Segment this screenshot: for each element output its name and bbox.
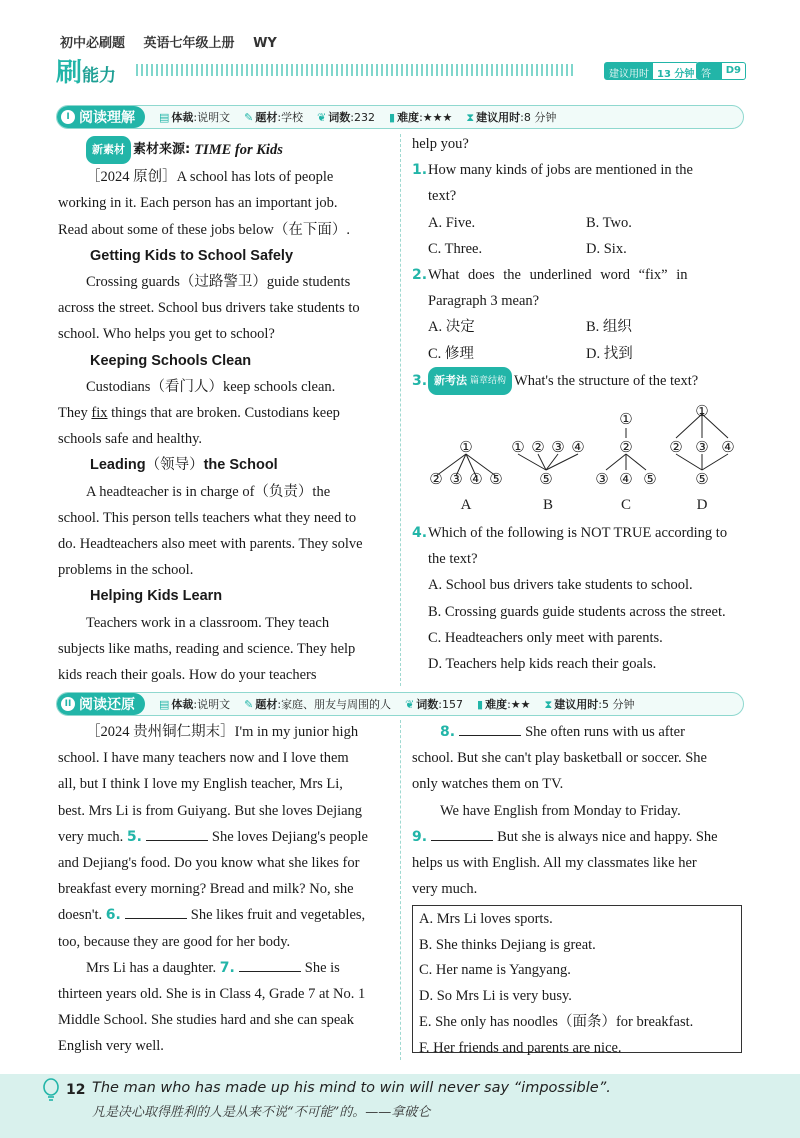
option[interactable]: B. Two. bbox=[586, 214, 632, 231]
new-material-tag: 新素材 bbox=[86, 136, 131, 164]
subheading: Keeping Schools Clean bbox=[90, 352, 252, 369]
svg-text:②: ② bbox=[669, 438, 683, 456]
options-box bbox=[412, 905, 742, 1056]
section1-words: ❦ 词数:232 bbox=[317, 111, 375, 124]
quote-english: The man who has made up his mind to win will never say “impossible”. bbox=[92, 1080, 611, 1096]
answer-badge-label: 答案 bbox=[697, 63, 722, 79]
source-line bbox=[58, 136, 388, 164]
paragraph-line: school. Who helps you get to school? bbox=[58, 326, 275, 343]
paragraph-line: best. Mrs Li is from Guiyang. But she loves Dejiang bbox=[58, 802, 363, 819]
paragraph-line: across the street. School bus drivers take students to bbox=[58, 300, 360, 317]
quote-chinese: 凡是决心取得胜利的人是从来不说“不可能”的。——拿破仑 bbox=[92, 1105, 431, 1120]
paragraph-line: Custodians（看门人）keep schools clean. bbox=[86, 378, 336, 395]
diagram-d[interactable] bbox=[669, 402, 734, 513]
option[interactable]: B. Crossing guards guide students across the street. bbox=[428, 603, 726, 620]
svg-text:①: ① bbox=[619, 410, 633, 428]
paragraph-line: ［2024 贵州铜仁期末］I'm in my junior high bbox=[86, 724, 359, 740]
pen-icon: ✎ bbox=[244, 698, 254, 711]
section2-pill bbox=[57, 693, 145, 715]
paragraph-line: 8. She often runs with us after bbox=[440, 724, 685, 740]
section2-time: ⧗ 建议用时:5 分钟 bbox=[544, 698, 635, 711]
book-header bbox=[60, 32, 291, 51]
svg-text:①: ① bbox=[511, 438, 525, 456]
intro-line: working in it. Each person has an important job. bbox=[58, 195, 338, 212]
diagram-a[interactable] bbox=[429, 438, 502, 513]
time-badge-value: 13 分钟 bbox=[657, 69, 695, 80]
book-icon: ▤ bbox=[159, 698, 170, 711]
svg-text:②: ② bbox=[619, 438, 633, 456]
paragraph-line: They fix things that are broken. Custodians keep bbox=[58, 405, 340, 422]
decorative-stripe bbox=[136, 64, 576, 76]
paragraph-line: very much. bbox=[412, 881, 478, 898]
ability-big: 刷 bbox=[56, 58, 83, 88]
paragraph-line: and Dejiang's food. Do you know what she likes for bbox=[58, 855, 360, 872]
paragraph-line: do. Headteachers also meet with parents. They solve bbox=[58, 536, 363, 553]
leaf-icon: ❦ bbox=[317, 111, 327, 124]
hourglass-icon: ⧗ bbox=[544, 698, 553, 711]
paragraph-line: breakfast every morning? Bread and milk? No, she bbox=[58, 881, 354, 898]
option[interactable]: A. School bus drivers take students to school. bbox=[428, 577, 693, 594]
svg-text:③: ③ bbox=[595, 470, 609, 488]
paragraph-line: school. This person tells teachers what they need to bbox=[58, 509, 357, 526]
blank-8[interactable] bbox=[459, 722, 521, 736]
subheading: Leading（领导）the School bbox=[90, 457, 278, 474]
option[interactable]: C. Three. bbox=[428, 240, 483, 257]
answer-badge-value: D9 bbox=[725, 65, 741, 76]
svg-text:③: ③ bbox=[695, 438, 709, 456]
subheading: Helping Kids Learn bbox=[90, 588, 223, 605]
page-footer bbox=[0, 1074, 800, 1138]
page-number: 12 bbox=[66, 1082, 86, 1098]
svg-text:④: ④ bbox=[571, 438, 585, 456]
svg-text:③: ③ bbox=[449, 470, 463, 488]
question-4: 4. Which of the following is NOT TRUE according to the text? A. School bus drivers take students to school. B. Crossing guards guide students across the street. C. Headteachers only meet with parents. D. Teachers help kids reach their goals. bbox=[412, 520, 744, 677]
book-edition: WY bbox=[253, 36, 277, 51]
answer-badge bbox=[696, 62, 746, 95]
paragraph-line: thirteen years old. She is in Class 4, Grade 7 at No. 1 bbox=[58, 986, 366, 1003]
column-divider bbox=[400, 720, 401, 1060]
paragraph-line: kids reach their goals. How do your teachers bbox=[58, 667, 317, 684]
svg-text:⑤: ⑤ bbox=[695, 470, 709, 488]
section2-title: 阅读还原 bbox=[79, 697, 135, 713]
svg-text:⑤: ⑤ bbox=[489, 470, 503, 488]
book-title: 初中必刷题 bbox=[60, 36, 126, 51]
paragraph-line: Crossing guards（过路警卫）guide students bbox=[86, 274, 351, 291]
paragraph-line: doesn't. 6. She likes fruit and vegetables, bbox=[58, 907, 366, 924]
paragraph-line: schools safe and healthy. bbox=[58, 431, 203, 448]
section2-genre: ▤ 体裁:说明文 bbox=[159, 698, 231, 711]
svg-text:④: ④ bbox=[721, 438, 735, 456]
option-b[interactable]: B. She thinks Dejiang is great. bbox=[419, 936, 596, 953]
section1-bar bbox=[56, 105, 744, 129]
structure-diagrams bbox=[420, 402, 750, 514]
section1-pill bbox=[57, 106, 145, 128]
section2-difficulty: ▮ 难度:★★ bbox=[477, 698, 531, 711]
option[interactable]: C. Headteachers only meet with parents. bbox=[428, 629, 663, 646]
paragraph-line: only watches them on TV. bbox=[412, 776, 564, 793]
hourglass-icon: ⧗ bbox=[466, 111, 475, 124]
paragraph-line: We have English from Monday to Friday. bbox=[440, 802, 681, 819]
suggested-time-badge bbox=[604, 62, 699, 80]
blank-5[interactable] bbox=[146, 827, 208, 841]
option[interactable]: D. 找到 bbox=[586, 345, 633, 362]
ability-banner bbox=[56, 52, 746, 95]
svg-text:⑤: ⑤ bbox=[643, 470, 657, 488]
paragraph-line: Mrs Li has a daughter. 7. She is bbox=[86, 959, 340, 976]
section2-words: ❦ 词数:157 bbox=[405, 698, 463, 711]
option-e[interactable]: E. She only has noodles（面条）for breakfast. bbox=[419, 1013, 694, 1030]
section1-time: ⧗ 建议用时:8 分钟 bbox=[466, 111, 557, 124]
time-badge-label: 建议用时 bbox=[605, 63, 653, 79]
column-divider bbox=[400, 134, 401, 686]
blank-6[interactable] bbox=[125, 905, 187, 919]
new-exam-tag: 新考法 篇章结构 bbox=[428, 367, 512, 395]
paragraph-line: helps us with English. All my classmates like her bbox=[412, 855, 697, 872]
section2-bar bbox=[56, 692, 744, 716]
ability-small: 能力 bbox=[82, 66, 117, 86]
signal-icon: ▮ bbox=[477, 698, 484, 711]
passage-continuation: help you? bbox=[412, 136, 469, 152]
paragraph-line: 9. But she is always nice and happy. She bbox=[412, 828, 718, 845]
option-f[interactable]: F. Her friends and parents are nice. bbox=[419, 1039, 622, 1056]
svg-text:C: C bbox=[620, 497, 632, 513]
section2-roman: II bbox=[61, 697, 75, 711]
paragraph-line: school. But she can't play basketball or soccer. She bbox=[412, 750, 707, 767]
source-label: 素材来源: bbox=[133, 142, 191, 157]
passage2-left-column bbox=[58, 719, 388, 1060]
section1-topic: ✎ 题材:学校 bbox=[244, 111, 304, 124]
paragraph-line: problems in the school. bbox=[58, 562, 194, 579]
svg-text:④: ④ bbox=[619, 470, 633, 488]
section1-genre: ▤ 体裁:说明文 bbox=[159, 111, 231, 124]
option[interactable]: C. 修理 bbox=[428, 345, 474, 362]
book-icon: ▤ bbox=[159, 111, 170, 124]
svg-text:①: ① bbox=[459, 438, 473, 456]
option[interactable]: A. Five. bbox=[428, 214, 476, 231]
diagram-b[interactable] bbox=[511, 438, 584, 513]
paragraph-line: A headteacher is in charge of（负责）the bbox=[86, 483, 331, 500]
paragraph-line: Middle School. She studies hard and she can speak bbox=[58, 1012, 354, 1029]
pen-icon: ✎ bbox=[244, 111, 254, 124]
option-a[interactable]: A. Mrs Li loves sports. bbox=[419, 911, 553, 927]
svg-text:②: ② bbox=[429, 470, 443, 488]
section1-difficulty: ▮ 难度:★★★ bbox=[389, 111, 453, 124]
diagram-c[interactable] bbox=[595, 410, 656, 513]
svg-text:④: ④ bbox=[469, 470, 483, 488]
lightbulb-icon bbox=[42, 1078, 60, 1102]
subheading: Getting Kids to School Safely bbox=[90, 247, 294, 264]
section1-roman: I bbox=[61, 110, 75, 124]
question-3: 3. 新考法 篇章结构 What's the structure of the text? bbox=[412, 367, 744, 395]
blank-9[interactable] bbox=[431, 827, 493, 841]
passage1-column bbox=[58, 136, 388, 688]
questions1-column bbox=[412, 131, 744, 395]
svg-text:B: B bbox=[542, 497, 554, 513]
option-d[interactable]: D. So Mrs Li is very busy. bbox=[419, 988, 572, 1005]
source-name: TIME for Kids bbox=[194, 142, 283, 158]
paragraph-line: Teachers work in a classroom. They teach bbox=[86, 614, 330, 631]
blank-7[interactable] bbox=[239, 958, 301, 972]
underlined-word: fix bbox=[91, 405, 108, 422]
svg-text:D: D bbox=[696, 497, 708, 513]
signal-icon: ▮ bbox=[389, 111, 396, 124]
book-subject: 英语七年级上册 bbox=[143, 36, 235, 51]
svg-text:A: A bbox=[460, 497, 472, 513]
option[interactable]: D. Teachers help kids reach their goals. bbox=[428, 656, 657, 673]
ability-logo bbox=[56, 52, 116, 89]
question-1: 1. How many kinds of jobs are mentioned in the text? A. Five. B. Two. C. Three. D. Six. bbox=[412, 157, 744, 262]
svg-text:③: ③ bbox=[551, 438, 565, 456]
leaf-icon: ❦ bbox=[405, 698, 415, 711]
intro-line: ［2024 原创］A school has lots of people bbox=[86, 169, 334, 186]
paragraph-line: very much. 5. She loves Dejiang's people bbox=[58, 828, 368, 845]
svg-text:⑤: ⑤ bbox=[539, 470, 553, 488]
paragraph-line: school. I have many teachers now and I love them bbox=[58, 750, 349, 767]
paragraph-line: subjects like maths, reading and science. They help bbox=[58, 640, 356, 657]
paragraph-line: English very well. bbox=[58, 1038, 164, 1055]
intro-line: Read about some of these jobs below（在下面）. bbox=[58, 221, 350, 238]
section2-topic: ✎ 题材:家庭、朋友与周围的人 bbox=[244, 698, 392, 711]
option-c[interactable]: C. Her name is Yangyang. bbox=[419, 962, 571, 979]
paragraph-line: all, but I think I love my English teacher, Mrs Li, bbox=[58, 776, 343, 793]
question-2: 2. What does the underlined word “fix” in Paragraph 3 mean? A. 决定 B. 组织 C. 修理 D. 找到 bbox=[412, 262, 744, 367]
passage2-right-column bbox=[412, 719, 744, 902]
option[interactable]: A. 决定 bbox=[428, 319, 475, 336]
paragraph-line: too, because they are good for her body. bbox=[58, 933, 291, 950]
option[interactable]: B. 组织 bbox=[586, 319, 632, 336]
section1-title: 阅读理解 bbox=[79, 110, 135, 126]
svg-text:②: ② bbox=[531, 438, 545, 456]
svg-text:①: ① bbox=[695, 402, 709, 420]
option[interactable]: D. Six. bbox=[586, 240, 627, 257]
